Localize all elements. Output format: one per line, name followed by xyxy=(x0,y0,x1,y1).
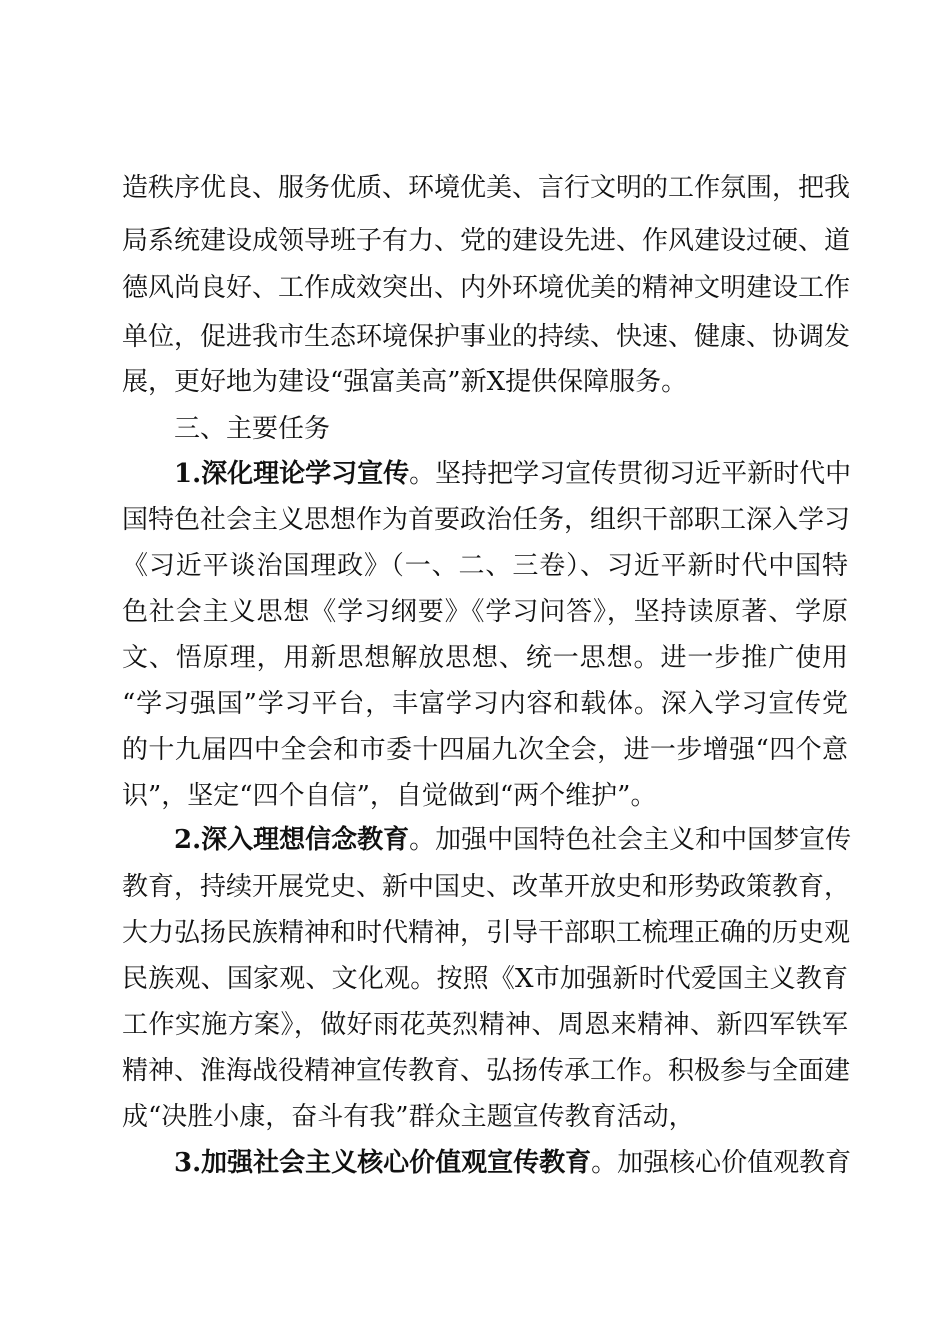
body-text-line: 文、悟原理，用新思想解放思想、统一思想。进一步推广使用 xyxy=(122,643,848,673)
body-text-line: 《习近平谈治国理政》（一、二、三卷）、习近平新时代中国特 xyxy=(122,551,848,581)
body-text-line: 造秩序优良、服务优质、环境优美、言行文明的工作氛围，把我 xyxy=(122,173,851,203)
task-title: 1.深化理论学习宣传 xyxy=(174,459,410,489)
body-text-line: 成“决胜小康，奋斗有我”群众主题宣传教育活动， xyxy=(122,1102,695,1132)
task-text: 。坚持把学习宣传贯彻习近平新时代中 xyxy=(409,459,852,489)
body-text-line: 教育，持续开展党史、新中国史、改革开放史和形势政策教育， xyxy=(122,872,851,902)
body-text-line: “学习强国”学习平台，丰富学习内容和载体。深入学习宣传党 xyxy=(122,689,848,719)
task-heading-line xyxy=(174,454,852,494)
task-heading-line xyxy=(174,1143,852,1183)
body-text-line: 识”，坚定“四个自信”，自觉做到“两个维护”。 xyxy=(122,781,657,811)
body-text-line: 工作实施方案》，做好雨花英烈精神、周恩来精神、新四军铁军 xyxy=(122,1010,848,1040)
body-text-line: 单位，促进我市生态环境保护事业的持续、快速、健康、协调发 xyxy=(122,322,851,352)
section-heading: 三、主要任务 xyxy=(174,414,331,444)
body-text-line: 国特色社会主义思想作为首要政治任务，组织干部职工深入学习 xyxy=(122,505,851,535)
task-heading-line xyxy=(174,820,852,860)
task-title: 2.深入理想信念教育 xyxy=(174,825,410,855)
body-text-line: 的十九届四中全会和市委十四届九次全会，进一步增强“四个意 xyxy=(122,735,848,765)
body-text-line: 展，更好地为建设“强富美高”新X提供保障服务。 xyxy=(122,367,688,397)
body-text-line: 色社会主义思想《学习纲要》《学习问答》，坚持读原著、学原 xyxy=(122,597,848,627)
body-text-line: 精神、淮海战役精神宣传教育、弘扬传承工作。积极参与全面建 xyxy=(122,1056,851,1086)
body-text-line: 局系统建设成领导班子有力、党的建设先进、作风建设过硬、道 xyxy=(122,226,851,256)
task-text: 。加强核心价值观教育 xyxy=(591,1148,852,1178)
body-text-line: 德风尚良好、工作成效突出、内外环境优美的精神文明建设工作 xyxy=(122,273,851,303)
body-text-line: 大力弘扬民族精神和时代精神，引导干部职工梳理正确的历史观 xyxy=(122,918,851,948)
task-title: 3.加强社会主义核心价值观宣传教育 xyxy=(174,1148,592,1178)
body-text-line: 民族观、国家观、文化观。按照《X市加强新时代爱国主义教育 xyxy=(122,964,848,994)
task-text: 。加强中国特色社会主义和中国梦宣传 xyxy=(409,825,852,855)
